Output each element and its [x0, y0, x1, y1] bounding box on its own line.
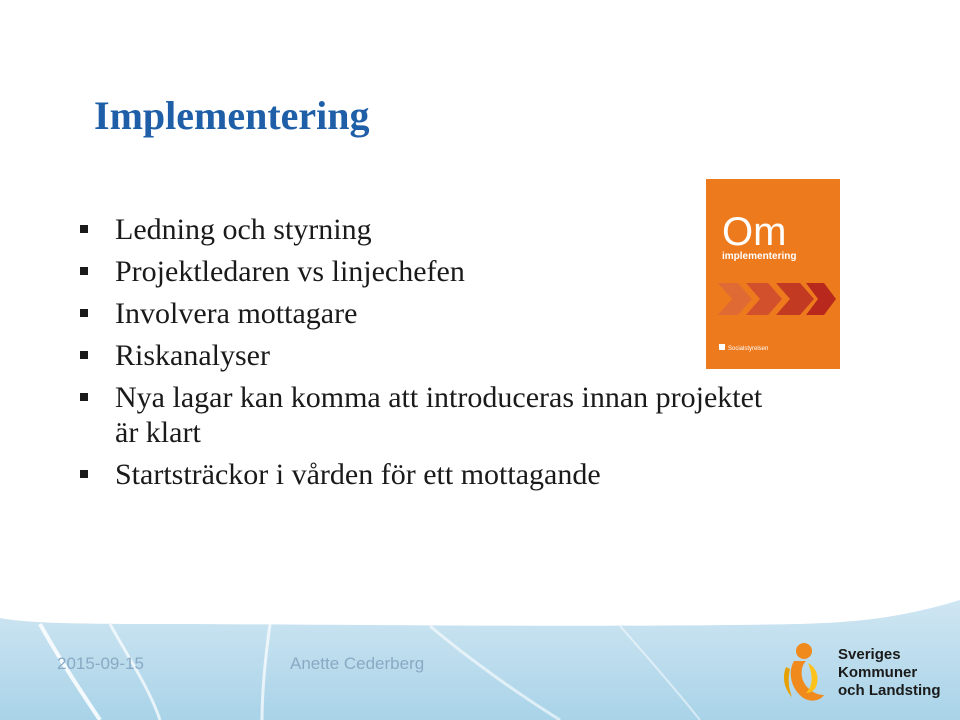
- bullet-text: Riskanalyser: [115, 339, 270, 372]
- book-title-small: implementering: [722, 251, 797, 262]
- book-cover-background: [706, 179, 840, 369]
- bullet-text: Projektledaren vs linjechefen: [115, 255, 465, 288]
- logo-line: Sveriges: [838, 646, 901, 663]
- footer-date: 2015-09-15: [57, 654, 144, 673]
- bullet-item: [78, 380, 768, 450]
- square-bullet-icon: [80, 351, 88, 359]
- bullet-item: [78, 254, 768, 289]
- bullet-text: Ledning och styrning: [115, 213, 372, 246]
- square-bullet-icon: [80, 309, 88, 317]
- bullet-list: [78, 212, 768, 499]
- logo-line: och Landsting: [838, 682, 941, 699]
- bullet-text: Nya lagar kan komma att introduceras innan projektet är klart: [115, 381, 763, 449]
- square-bullet-icon: [80, 267, 88, 275]
- footer-author: Anette Cederberg: [290, 654, 425, 673]
- slide-title: Implementering: [94, 93, 370, 138]
- book-cover-image: [706, 179, 840, 369]
- skl-logo-text: [838, 646, 941, 700]
- bullet-item: [78, 296, 768, 331]
- bullet-item: [78, 338, 768, 373]
- book-publisher: Socialstyrelsen: [728, 346, 769, 352]
- book-title-large: Om: [722, 210, 787, 254]
- square-bullet-icon: [80, 225, 88, 233]
- logo-line: Kommuner: [838, 664, 918, 681]
- bullet-item: [78, 457, 768, 492]
- bullet-item: [78, 212, 768, 247]
- bullet-text: Startsträckor i vården för ett mottagande: [115, 458, 601, 491]
- square-bullet-icon: [80, 393, 88, 401]
- square-bullet-icon: [80, 470, 88, 478]
- bullet-text: Involvera mottagare: [115, 297, 358, 330]
- publisher-logo-icon: [719, 344, 725, 350]
